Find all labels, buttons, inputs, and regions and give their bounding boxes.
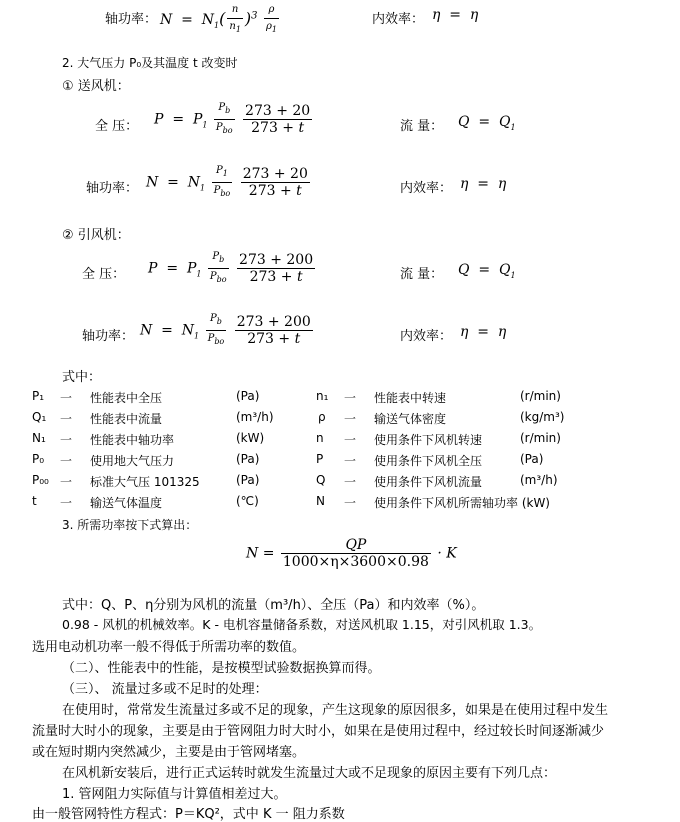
item1-flow-label: 流 量： xyxy=(400,119,444,134)
power-formula-denominator: 1000×η×3600×0.98 xyxy=(282,554,429,570)
paragraph: 0.98 - 风机的机械效率。K - 电机容量储备系数，对送风机取 1.15，对引风机取 1.3。 xyxy=(62,617,542,632)
dash: 一 xyxy=(60,454,73,468)
item1-power-label: 轴功率： xyxy=(86,181,139,196)
dash: 一 xyxy=(60,391,73,405)
symbols-heading: 式中： xyxy=(62,370,102,385)
symbol-right-unit: (Pa) xyxy=(520,452,544,466)
symbol-left-desc: 性能表中全压 xyxy=(90,391,163,405)
paragraph: （二）、性能表中的性能，是按模型试验数据换算而得。 xyxy=(62,661,381,676)
symbol-right-desc: 使用条件下风机全压 xyxy=(374,454,483,468)
symbol-left: N₁ xyxy=(32,431,46,445)
symbol-left: P₀₀ xyxy=(32,473,49,487)
item2-heading: ② 引风机： xyxy=(62,228,130,243)
item2-power-label: 轴功率： xyxy=(82,329,135,344)
item1-heading: ① 送风机： xyxy=(62,79,130,94)
item1-pressure-label: 全 压： xyxy=(95,119,139,134)
paragraph: 或在短时期内突然减少，主要是由于管网堵塞。 xyxy=(32,745,306,760)
paragraph: （三）、 流量过多或不足时的处理： xyxy=(62,682,268,697)
symbol-left-unit: (kW) xyxy=(236,431,265,445)
paragraph: 在风机新安装后，进行正式运转时就发生流量过大或不足现象的原因主要有下列几点： xyxy=(62,766,557,781)
item2-flow-formula: $Q = Q_1$ xyxy=(458,262,516,280)
symbol-right-unit: (kg/m³) xyxy=(520,410,565,424)
row0-right-formula: η = η xyxy=(432,7,479,23)
dash: 一 xyxy=(60,475,73,489)
paragraph: 由一般管网特性方程式：P＝KQ²，式中 K 一 阻力系数 xyxy=(32,807,345,822)
row0-left-formula: $N = N_1$( $\frac{n}{n_1}$ )$^3$ $\frac{\rho}{\rho_1}$ xyxy=(160,4,277,34)
symbol-right-desc: 输送气体密度 xyxy=(374,412,447,426)
dash: 一 xyxy=(344,412,357,426)
item1-pressure-formula: $P = P_1$ $\frac{P_b}{P_{bo}}$ $\frac{273 + 20}{273 + t}$ xyxy=(154,102,311,136)
item2-flow-label: 流 量： xyxy=(400,267,444,282)
item1-eff-label: 内效率： xyxy=(400,181,453,196)
symbol-left-desc: 性能表中轴功率 xyxy=(90,433,175,447)
dash: 一 xyxy=(344,454,357,468)
dash: 一 xyxy=(344,391,357,405)
symbol-right-desc: 性能表中转速 xyxy=(374,391,447,405)
symbol-left-unit: (m³/h) xyxy=(236,410,274,424)
item2-eff-label: 内效率： xyxy=(400,329,453,344)
symbol-left: Q₁ xyxy=(32,410,47,424)
item1-power-formula: $N = N_1$ $\frac{P_1}{P_{bo}}$ $\frac{273 + 20}{273 + t}$ xyxy=(146,165,308,199)
symbol-right: ρ xyxy=(318,410,326,424)
power-formula xyxy=(246,537,457,570)
dash: 一 xyxy=(344,496,357,510)
item1-flow-formula: $Q = Q_1$ xyxy=(458,114,516,132)
dash: 一 xyxy=(60,412,73,426)
paragraph: 在使用时，常常发生流量过多或不足的现象，产生这现象的原因很多，如果是在使用过程中发生 xyxy=(62,703,609,718)
symbol-right-unit: (r/min) xyxy=(520,389,561,403)
symbol-left: P₁ xyxy=(32,389,45,403)
section2-heading: 2. 大气压力 P₀及其温度 t 改变时 xyxy=(62,56,238,70)
symbol-left-unit: (Pa) xyxy=(236,389,260,403)
item2-power-formula: $N = N_1$ $\frac{P_b}{P_{bo}}$ $\frac{273 + 200}{273 + t}$ xyxy=(140,313,311,347)
symbol-right: P xyxy=(316,452,324,466)
item2-pressure-label: 全 压： xyxy=(82,267,126,282)
symbol-left-desc: 输送气体温度 xyxy=(90,496,163,510)
symbol-right-unit: (r/min) xyxy=(520,431,561,445)
power-formula-tail: · K xyxy=(437,545,457,562)
power-formula-lhs: N = xyxy=(246,545,275,562)
symbol-left-unit: (Pa) xyxy=(236,452,260,466)
symbol-right-desc: 使用条件下风机转速 xyxy=(374,433,483,447)
dash: 一 xyxy=(60,433,73,447)
symbol-left-desc: 标准大气压 101325 xyxy=(90,475,200,489)
item2-pressure-formula: $P = P_1$ $\frac{P_b}{P_{bo}}$ $\frac{273 + 200}{273 + t}$ xyxy=(148,251,314,285)
symbol-right-desc: 使用条件下风机所需轴功率 (kW) xyxy=(374,496,550,510)
symbol-right-desc: 使用条件下风机流量 xyxy=(374,475,483,489)
symbol-left-desc: 性能表中流量 xyxy=(90,412,163,426)
paragraph: 流量时大时小的现象，主要是由于管网阻力时大时小，如果在是使用过程中，经过较长时间逐渐减少 xyxy=(32,724,605,739)
symbol-right: N xyxy=(316,494,325,508)
symbol-left-desc: 使用地大气压力 xyxy=(90,454,175,468)
symbol-right: Q xyxy=(316,473,326,487)
paragraph: 选用电动机功率一般不得低于所需功率的数值。 xyxy=(32,640,306,655)
paragraph: 式中：Q、P、η分别为风机的流量（m³/h）、全压（Pa）和内效率（%）。 xyxy=(62,598,485,613)
symbol-right: n₁ xyxy=(316,389,329,403)
power-formula-numerator: QP xyxy=(281,537,431,554)
dash: 一 xyxy=(344,433,357,447)
symbol-left: t xyxy=(32,494,37,508)
symbol-left-unit: (℃) xyxy=(236,494,259,508)
symbol-right-unit: (m³/h) xyxy=(520,473,558,487)
item1-eff-formula: η = η xyxy=(460,176,507,192)
symbol-left: P₀ xyxy=(32,452,45,466)
symbol-left-unit: (Pa) xyxy=(236,473,260,487)
symbol-right: n xyxy=(316,431,324,445)
paragraph: 1. 管网阻力实际值与计算值相差过大。 xyxy=(62,787,287,802)
item2-eff-formula: η = η xyxy=(460,324,507,340)
row0-left-label: 轴功率： xyxy=(105,12,158,27)
dash: 一 xyxy=(60,496,73,510)
row0-right-label: 内效率： xyxy=(372,12,425,27)
dash: 一 xyxy=(344,475,357,489)
section3-heading: 3. 所需功率按下式算出： xyxy=(62,518,198,532)
